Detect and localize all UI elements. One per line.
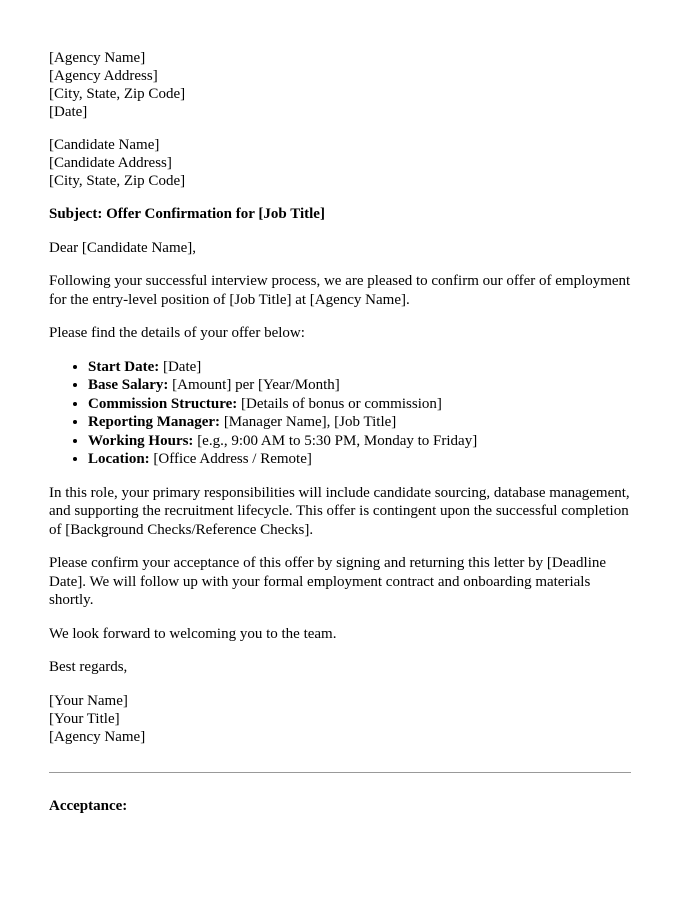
paragraph-welcome: We look forward to welcoming you to the team. <box>49 625 337 642</box>
offer-detail-label: Working Hours: <box>88 432 194 449</box>
signature-title: [Your Title] <box>49 710 120 727</box>
offer-detail-value: [Amount] per [Year/Month] <box>168 377 340 393</box>
recipient-name: [Candidate Name] <box>49 137 160 153</box>
signature-block <box>49 692 631 746</box>
paragraph-intro: Following your successful interview process, we are pleased to confirm our offer of employment for the entry-level position of [Job Title] at [Agency Name]. <box>49 273 631 308</box>
offer-detail-label: Start Date: <box>88 358 160 375</box>
offer-detail-value: [Manager Name], [Job Title] <box>220 414 397 430</box>
offer-detail-label: Location: <box>88 451 150 467</box>
offer-detail-value: [e.g., 9:00 AM to 5:30 PM, Monday to Friday] <box>193 432 478 449</box>
acceptance-heading: Acceptance: <box>49 797 128 814</box>
offer-detail-label: Reporting Manager: <box>88 414 221 430</box>
offer-detail-value: [Date] <box>159 358 202 375</box>
paragraph-responsibilities: In this role, your primary responsibilities will include candidate sourcing, database management, and supporting the recruitment lifecycle. This offer is contingent upon the successful completion of [Background Checks/Reference Checks]. <box>49 484 630 538</box>
offer-detail-label: Commission Structure: <box>88 395 238 412</box>
subject-line: Subject: Offer Confirmation for [Job Title] <box>49 206 325 222</box>
offer-details-list <box>49 358 631 469</box>
paragraph-details-lead: Please find the details of your offer below: <box>49 325 305 341</box>
paragraph-confirmation: Please confirm your acceptance of this offer by signing and returning this letter by [Deadline Date]. We will follow up with your formal employment contract and onboarding materials shortly. <box>49 555 607 608</box>
recipient-address-block <box>49 136 631 190</box>
offer-detail-value: [Office Address / Remote] <box>149 451 312 467</box>
salutation: Dear [Candidate Name], <box>49 239 197 256</box>
signature-name: [Your Name] <box>49 692 128 709</box>
offer-detail-label: Base Salary: <box>88 377 169 393</box>
offer-detail-start-date <box>88 358 631 377</box>
recipient-address: [Candidate Address] <box>49 155 172 171</box>
offer-detail-value: [Details of bonus or commission] <box>237 395 442 412</box>
closing-line: Best regards, <box>49 659 128 675</box>
acceptance-divider <box>49 772 631 773</box>
sender-address-block <box>49 49 631 121</box>
letter-date: [Date] <box>49 104 88 120</box>
signature-agency: [Agency Name] <box>49 728 146 745</box>
offer-detail-reporting-manager <box>88 413 631 432</box>
sender-agency-address: [Agency Address] <box>49 68 158 84</box>
sender-agency-name: [Agency Name] <box>49 50 146 66</box>
offer-detail-location <box>88 450 631 469</box>
sender-city-state-zip: [City, State, Zip Code] <box>49 86 186 102</box>
offer-detail-base-salary <box>88 376 631 395</box>
recipient-city-state-zip: [City, State, Zip Code] <box>49 173 186 189</box>
offer-detail-working-hours <box>88 432 631 451</box>
offer-detail-commission <box>88 395 631 414</box>
